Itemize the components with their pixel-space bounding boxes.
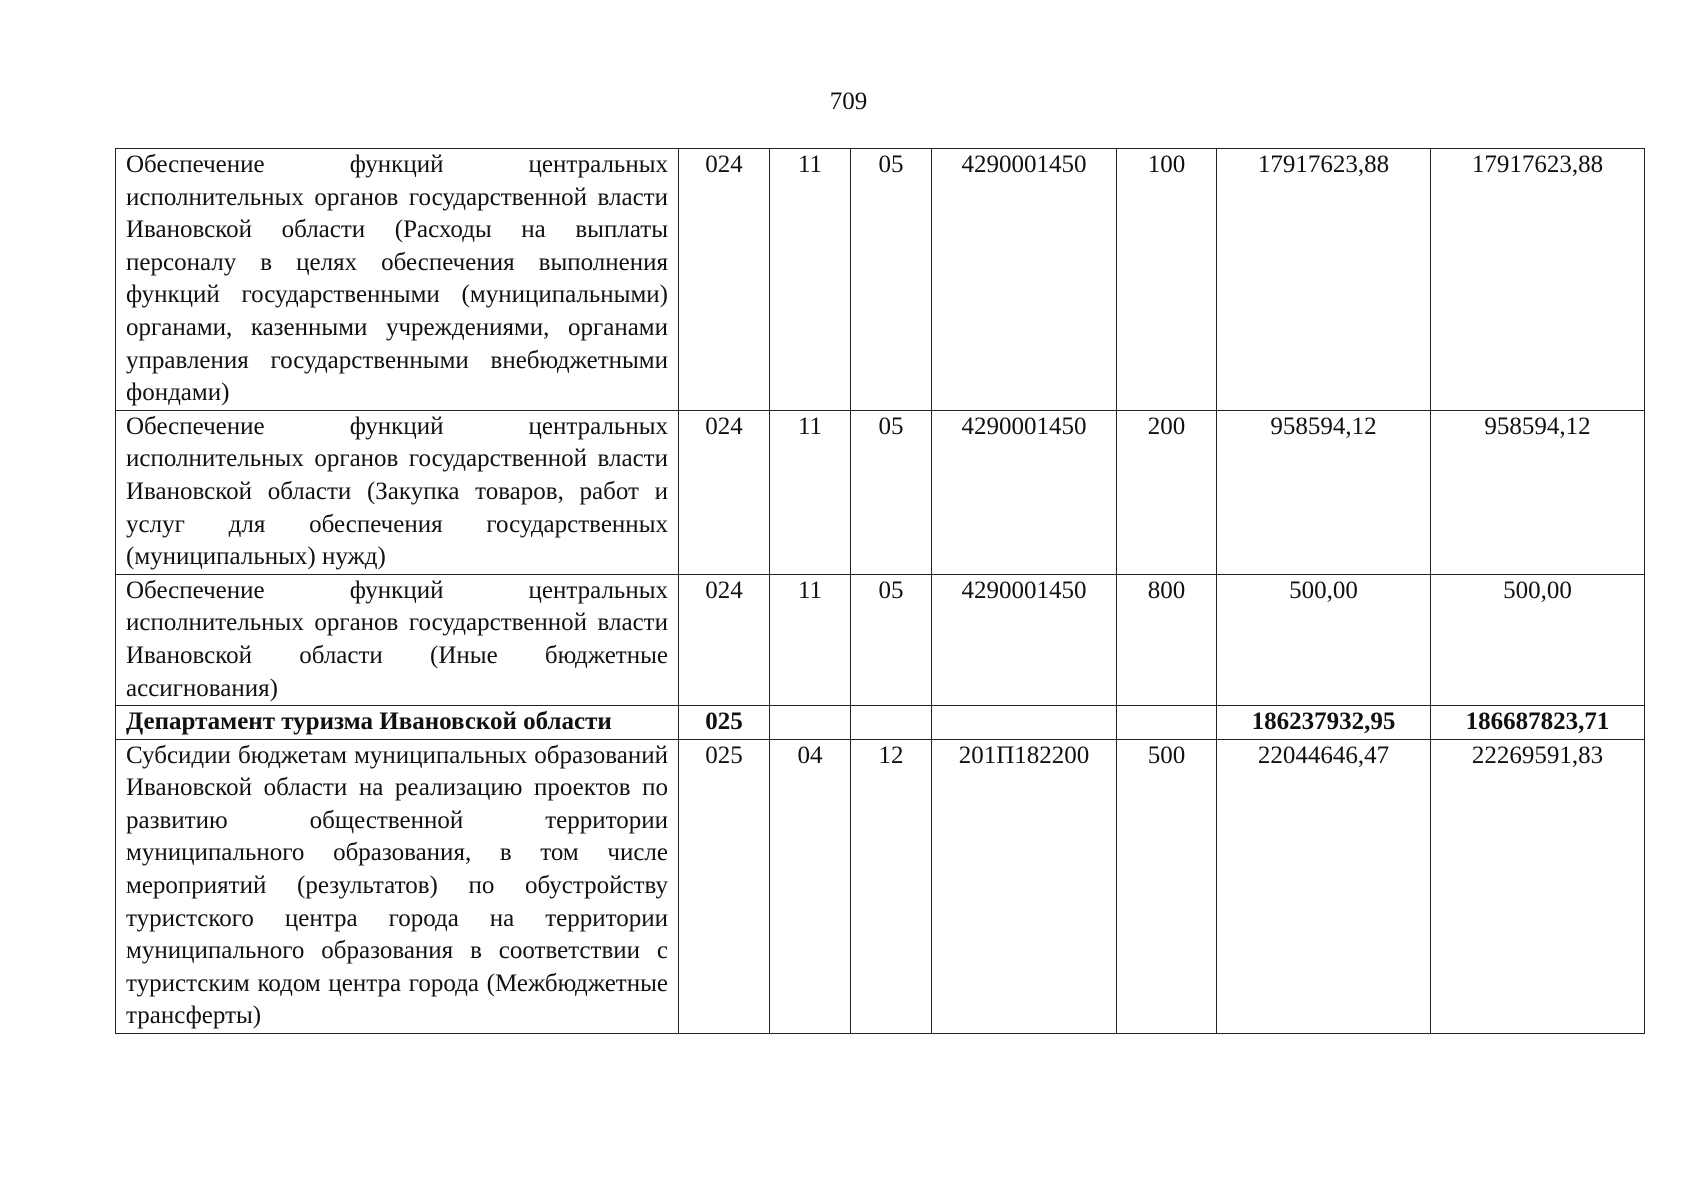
section-code: 11 — [770, 149, 851, 411]
page-number: 709 — [829, 88, 868, 115]
expense-type-code: 800 — [1117, 574, 1217, 705]
row-description: Департамент туризма Ивановской области — [116, 706, 679, 740]
row-description: Обеспечение функций центральных исполнительных органов государственной власти Ивановской области (Иные бюджетные ассигнования) — [116, 574, 679, 705]
amount-year2: 958594,12 — [1431, 410, 1645, 574]
ministry-code: 025 — [679, 739, 770, 1033]
section-code — [770, 706, 851, 740]
ministry-code: 025 — [679, 706, 770, 740]
subsection-code: 12 — [851, 739, 932, 1033]
subsection-code: 05 — [851, 149, 932, 411]
row-description: Обеспечение функций центральных исполнительных органов государственной власти Ивановской области (Расходы на выплаты персоналу в целях обеспечения выполнения функций государственными (муниципальными) органами, казенными учреждениями, органами управления государственными внебюджетными фондами) — [116, 149, 679, 411]
section-code: 04 — [770, 739, 851, 1033]
budget-table — [115, 148, 1645, 1034]
target-article-code: 4290001450 — [932, 410, 1117, 574]
amount-year1: 17917623,88 — [1217, 149, 1431, 411]
expense-type-code: 100 — [1117, 149, 1217, 411]
table-row — [116, 149, 1645, 411]
section-code: 11 — [770, 574, 851, 705]
row-description: Обеспечение функций центральных исполнительных органов государственной власти Ивановской области (Закупка товаров, работ и услуг для обеспечения государственных (муниципальных) нужд) — [116, 410, 679, 574]
ministry-code: 024 — [679, 410, 770, 574]
ministry-code: 024 — [679, 149, 770, 411]
amount-year2: 22269591,83 — [1431, 739, 1645, 1033]
ministry-code: 024 — [679, 574, 770, 705]
subsection-code: 05 — [851, 410, 932, 574]
row-description: Субсидии бюджетам муниципальных образований Ивановской области на реализацию проектов по развитию общественной территории муниципального образования, в том числе мероприятий (результатов) по обустройству туристского центра города на территории муниципального образования в соответствии с туристским кодом центра города (Межбюджетные трансферты) — [116, 739, 679, 1033]
table-row — [116, 410, 1645, 574]
subsection-code — [851, 706, 932, 740]
table-row — [116, 739, 1645, 1033]
amount-year2: 186687823,71 — [1431, 706, 1645, 740]
section-code: 11 — [770, 410, 851, 574]
amount-year1: 958594,12 — [1217, 410, 1431, 574]
amount-year1: 500,00 — [1217, 574, 1431, 705]
target-article-code: 4290001450 — [932, 574, 1117, 705]
expense-type-code: 500 — [1117, 739, 1217, 1033]
table-row — [116, 574, 1645, 705]
amount-year1: 186237932,95 — [1217, 706, 1431, 740]
amount-year2: 17917623,88 — [1431, 149, 1645, 411]
subsection-code: 05 — [851, 574, 932, 705]
expense-type-code: 200 — [1117, 410, 1217, 574]
amount-year2: 500,00 — [1431, 574, 1645, 705]
target-article-code: 4290001450 — [932, 149, 1117, 411]
target-article-code: 201П182200 — [932, 739, 1117, 1033]
expense-type-code — [1117, 706, 1217, 740]
amount-year1: 22044646,47 — [1217, 739, 1431, 1033]
table-row-department-total — [116, 706, 1645, 740]
target-article-code — [932, 706, 1117, 740]
